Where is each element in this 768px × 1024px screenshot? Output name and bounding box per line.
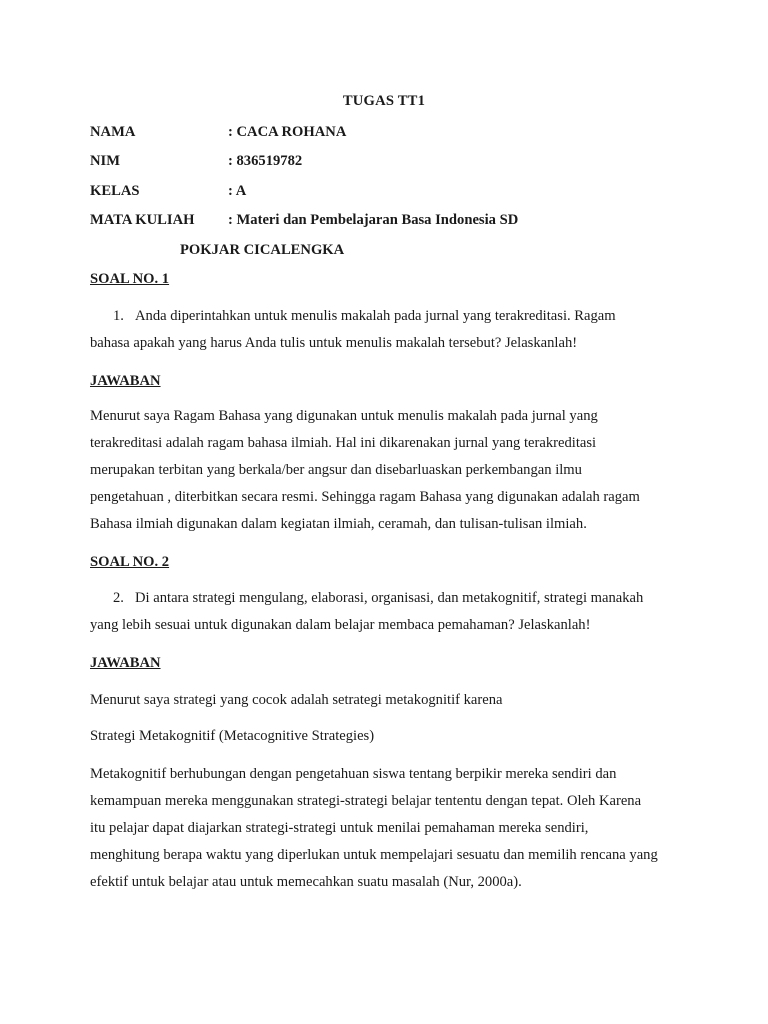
answer-line: efektif untuk belajar atau untuk memecahkan suatu masalah (Nur, 2000a). — [90, 874, 522, 890]
answer-line: merupakan terbitan yang berkala/ber angsur dan disebarluaskan perkembangan ilmu — [90, 462, 582, 478]
info-label: MATA KULIAH — [90, 212, 195, 228]
answer-line: itu pelajar dapat diajarkan strategi-strategi untuk menilai pemahaman mereka sendiri, — [90, 820, 589, 836]
answer-line: pengetahuan , diterbitkan secara resmi. Sehingga ragam Bahasa yang digunakan adalah ragam — [90, 489, 640, 505]
soal-1-question — [90, 303, 690, 357]
question-number: 2. — [113, 590, 124, 606]
question-number: 1. — [113, 308, 124, 324]
jawaban-2-body — [90, 761, 690, 896]
answer-line: Metakognitif berhubungan dengan pengetahuan siswa tentang berpikir mereka sendiri dan — [90, 766, 617, 782]
info-row-nama — [90, 124, 346, 141]
question-line: yang lebih sesuai untuk digunakan dalam belajar membaca pemahaman? Jelaskanlah! — [90, 617, 591, 633]
answer-line: Bahasa ilmiah digunakan dalam kegiatan ilmiah, ceramah, dan tulisan-tulisan ilmiah. — [90, 516, 587, 532]
pokjar-label: POKJAR CICALENGKA — [180, 242, 345, 258]
info-row-nim — [90, 153, 302, 170]
info-label: NAMA — [90, 124, 136, 140]
question-line: Anda diperintahkan untuk menulis makalah pada jurnal yang terakreditasi. Ragam — [135, 308, 616, 324]
jawaban-2-heading: JAWABAN — [90, 655, 161, 671]
question-line: bahasa apakah yang harus Anda tulis untuk menulis makalah tersebut? Jelaskanlah! — [90, 335, 578, 351]
info-label: KELAS — [90, 183, 140, 199]
info-row-kelas — [90, 183, 246, 200]
answer-line: kemampuan mereka menggunakan strategi-strategi belajar tententu dengan tepat. Oleh Karena — [90, 793, 642, 809]
answer-line: menghitung berapa waktu yang diperlukan untuk mempelajari sesuatu dan memilih rencana yang — [90, 847, 658, 863]
info-row-mata-kuliah — [90, 212, 518, 229]
info-value: : CACA ROHANA — [228, 124, 347, 140]
info-value: : 836519782 — [228, 153, 303, 169]
info-label: NIM — [90, 153, 120, 169]
soal-1-heading: SOAL NO. 1 — [90, 271, 170, 287]
soal-2-heading: SOAL NO. 2 — [90, 554, 170, 570]
jawaban-2-subtitle: Strategi Metakognitif (Metacognitive Strategies) — [90, 728, 375, 744]
info-value: : Materi dan Pembelajaran Basa Indonesia SD — [228, 212, 519, 228]
answer-line: terakreditasi adalah ragam bahasa ilmiah. Hal ini dikarenakan jurnal yang terakreditasi — [90, 435, 597, 451]
jawaban-2-intro: Menurut saya strategi yang cocok adalah setrategi metakognitif karena — [90, 692, 503, 708]
document-title: TUGAS TT1 — [342, 93, 426, 109]
soal-2-question — [90, 585, 690, 639]
jawaban-1-body — [90, 403, 690, 538]
question-line: Di antara strategi mengulang, elaborasi, organisasi, dan metakognitif, strategi manakah — [135, 590, 644, 606]
answer-line: Menurut saya Ragam Bahasa yang digunakan untuk menulis makalah pada jurnal yang — [90, 408, 598, 424]
jawaban-1-heading: JAWABAN — [90, 373, 161, 389]
info-value: : A — [228, 183, 247, 199]
